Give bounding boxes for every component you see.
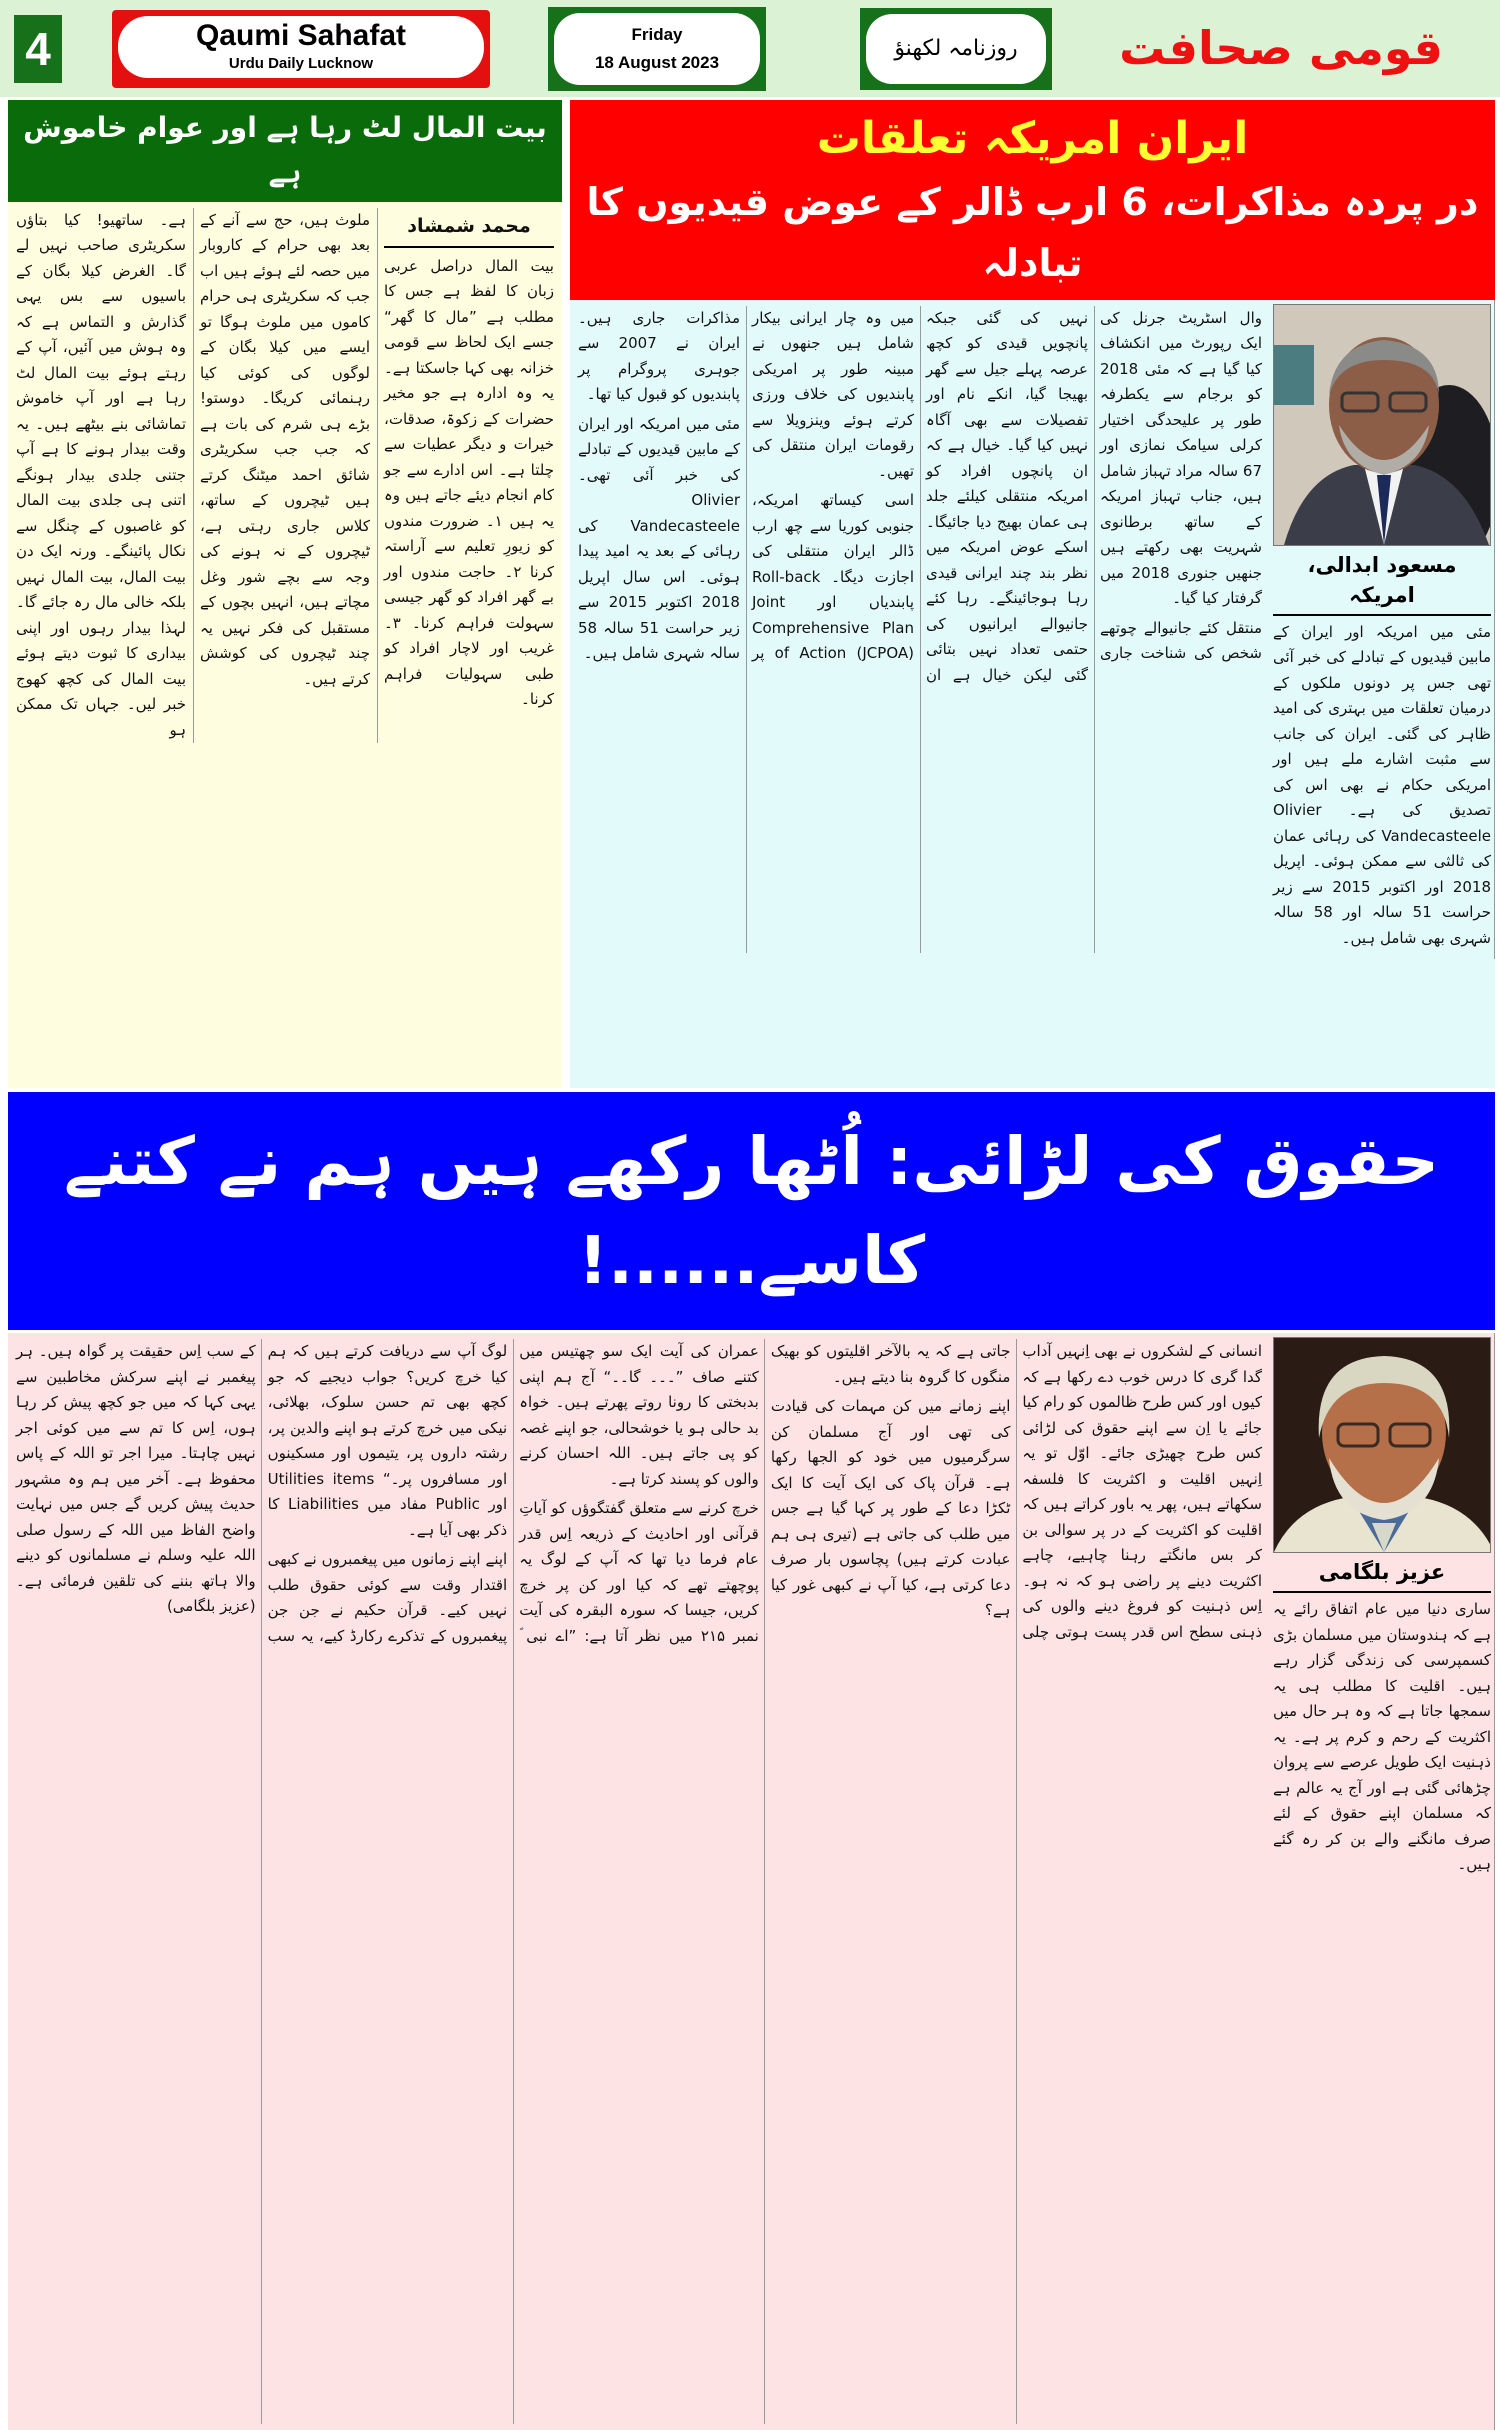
roznama-box	[860, 8, 1052, 90]
paragraph: انسانی کے لشکروں نے بھی اِنہیں آداب گدا گری کا درس خوب دے رکھا ہے کہ کیوں اور کس طرح ظالموں کو رام کیا جائے یا اِن سے اپنے حقوق کی لڑائی کس طرح چھیڑی جائے۔ اوّل تو یہ اِنہیں اقلیت و اکثریت کا فلسفہ سکھاتے ہیں، پھر یہ باور کراتے ہیں کہ اقلیت کو اکثریت کے در پر سوالی بن کر بس مانگتے رہنا چاہیے، چاہے اکثریت دینے پر راضی ہو کہ نہ ہو۔ اِس ذہنیت کو فروغ دینے والوں کی ذہنی سطح اس قدر پست ہوتی چلی جاتی ہے کہ یہ بالآخر اقلیتوں کو بھیک منگوں کا گروہ بنا دیتے ہیں۔	[770, 1342, 1262, 1641]
bottom-article-body	[8, 1333, 1270, 2430]
roznama-label: روزنامہ لکھنؤ	[866, 14, 1046, 84]
date-box	[548, 7, 766, 91]
right-article-headline-box	[570, 100, 1495, 300]
right-article-body	[570, 300, 1270, 960]
photo-caption: عزیز بلگامی	[1273, 1553, 1491, 1593]
right-article-headline: در پردہ مذاکرات، 6 ارب ڈالر کے عوض قیدیوں کا تبادلہ	[586, 180, 1479, 285]
paragraph: ساری دنیا میں عام اتفاق رائے یہ ہے کہ ہندوستان میں مسلمان بڑی کسمپرسی کی زندگی گزار رہے ہیں۔ اقلیت کا مطلب ہی یہ سمجھا جاتا ہے کہ وہ ہر حال میں اکثریت کے رحم و کرم پر ہے۔ یہ ذہنیت ایک طویل عرصے سے پروان چڑھائی گئی ہے اور آج یہ عالم ہے کہ مسلمان اپنے حقوق کے لئے صرف مانگنے والے بن کر رہ گئے ہیں۔	[1273, 1600, 1491, 1873]
right-article	[570, 100, 1495, 1088]
paragraph: منتقل کئے جانیوالے چوتھے شخص کی شناخت جاری نہیں کی گئی جبکہ پانچویں قیدی کو کچھ عرصہ پہلے جیل سے گھر بھیجا گیا، انکے نام اور تفصیلات سے بھی آگاہ نہیں کیا گیا۔ خیال ہے کہ ان پانچوں افراد کو امریکہ منتقلی کیلئے جلد ہی عمان بھیج دیا جائیگا۔ اسکے عوض امریکہ میں نظر بند چند ایرانی قیدی رہا ہوجائینگے۔ رہا کئے جانیوالے ایرانیوں کی حتمی تعداد نہیں بتائی گئی لیکن خیال ہے ان میں وہ چار ایرانی بیکار شامل ہیں جنھوں نے مبینہ طور پر امریکی پابندیوں کی خلاف ورزی کرتے ہوئے وینزویلا سے رقومات ایران منتقل کی تھیں۔	[752, 308, 1262, 684]
bottom-article	[8, 1333, 1495, 2430]
paragraph: خرچ کرنے سے متعلق گفتگوؤں کو آیاتِ قرآنی اور احادیث کے ذریعہ اِس قدر عام فرما دیا تھا کہ آپ کے لوگ یہ پوچھتے تھے کہ کیا اور کن پر خرچ کریں، جیسا کہ سورہ البقرہ کی آیت نمبر ۲۱۵ میں نظر آتا ہے: ”اے نبی ؐ لوگ آپ سے دریافت کرتے ہیں کہ ہم کیا خرچ کریں؟ جواب دیجیے کہ جو کچھ بھی تم حسن سلوک، بھلائی، نیکی میں خرچ کرتے ہو اپنے والدین پر، رشتہ داروں پر، یتیموں اور مسکینوں اور مسافروں پر۔“ Utilities items اور Public مفاد میں Liabilities کا ذکر بھی آیا ہے۔	[267, 1342, 759, 1645]
banner-headline: حقوق کی لڑائی: اُٹھا رکھے ہیں ہم نے کتنے کاسے......!	[8, 1092, 1495, 1330]
author-photo	[1273, 304, 1491, 546]
urdu-logo: قومی صحافت	[1119, 21, 1443, 76]
paragraph: اپنے اپنے زمانوں میں پیغمبروں نے کبھی اقتدار وقت سے کوئی حقوق طلب نہیں کیے۔ قرآن حکیم نے جن جن پیغمبروں کے تذکرے رکارڈ کیے، یہ سب کے سب اِس حقیقت پر گواہ ہیں۔ ہر پیغمبر نے اپنے سرکش مخاطبین سے یہی کہا کہ میں جو کچھ پیش کر رہا ہوں، اِس کا تم سے میں کوئی اجر نہیں چاہتا۔ میرا اجر تو اللہ کے پاس محفوظ ہے۔ آخر میں ہم وہ مشہور حدیث پیش کریں گے جس میں نہایت واضح الفاظ میں اللہ کے رسول صلی اللہ علیہ وسلم نے مسلمانوں کو دینے والا ہاتھ بننے کی تلقین فرمائی ہے۔ (عزیز بلگامی)	[16, 1342, 508, 1645]
english-title: Qaumi Sahafat	[195, 18, 407, 52]
paragraph: اپنے زمانے میں کن مہمات کی قیادت کی تھی اور آج مسلمان کن سرگرمیوں میں خود کو الجھا رکھا ہے۔ قرآن پاک کی ایک آیت کا ایک ٹکڑا دعا کے طور پر کہا گیا ہے جس میں طلب کی جاتی ہے (تیری ہی ہم عبادت کرتے ہیں) پچاسوں بار صرف دعا کرتی ہے، کیا آپ نے کبھی غور کیا ہے؟	[770, 1397, 1011, 1619]
paragraph: ملوث ہیں، حج سے آنے کے بعد بھی حرام کے کاروبار میں حصہ لئے ہوئے ہیں اب جب کہ سکریٹری ہی حرام کاموں میں ملوث ہوگا تو ایسے میں کیلا بگان کے لوگوں کی کوئی کیا رہنمائی کریگا۔ دوستو! بڑے ہی شرم کی بات ہے کہ جب جب سکریٹری شائق احمد میٹنگ کرتے ہیں ٹیچروں کے ساتھ، کلاس جاری رہتی ہے، ٹیچروں کے نہ ہونے کی وجہ سے بچے شور وغل مچاتے ہیں، انہیں بچوں کے مستقبل کی فکر نہیں یہ چند ٹیچروں کی کوشش کرتے ہیں۔	[200, 210, 370, 688]
paragraph: مئی میں امریکہ اور ایران کے مابین قیدیوں کے تبادلے کی خبر آئی تھی جس پر دونوں ملکوں کے درمیان تعلقات میں بہتری کی امید ظاہر کی گئی۔ ایران کی جانب سے مثبت اشارے ملے ہیں اور امریکی حکام نے بھی اس کی تصدیق کی ہے۔ Olivier Vandecasteele کی رہائی عمان کی ثالثی سے ممکن ہوئی۔ اپریل 2018 اور اکتوبر 2015 سے زیر حراست 51 سالہ اور 58 سالہ شہری بھی شامل ہیں۔	[1273, 622, 1491, 947]
photo-caption: مسعود ابدالی، امریکہ	[1273, 546, 1491, 616]
side-text	[1273, 1593, 1491, 1878]
photo-column	[1270, 300, 1495, 960]
byline: محمد شمشاد	[384, 208, 554, 248]
left-article	[8, 100, 562, 1088]
photo-column	[1270, 1333, 1495, 2430]
page-number: 4	[14, 15, 62, 83]
day: Friday	[631, 24, 683, 44]
kicker: ایران امریکہ تعلقات	[816, 113, 1249, 164]
paragraph: عمران کی آیت ایک سو چھتیس میں کتنے صاف ”۔۔۔ گا۔۔“ آج ہم اپنی بدبختی کا رونا روتے پھرتے ہیں۔ خواہ بد حالی ہو یا خوشحالی، جو اپنے غصہ کو پی جاتے ہیں۔ اللہ احسان کرنے والوں کو پسند کرتا ہے۔	[519, 1342, 759, 1488]
english-subtitle: Urdu Daily Lucknow	[228, 54, 374, 72]
side-text	[1273, 616, 1491, 952]
date: 18 August 2023	[594, 52, 720, 72]
masthead	[0, 0, 1500, 97]
left-article-headline: بیت المال لٹ رہا ہے اور عوام خاموش ہے	[8, 100, 562, 202]
left-article-body	[8, 202, 562, 750]
paragraph: بیت المال دراصل عربی زبان کا لفظ ہے جس کا مطلب ہے ”مال کا گھر“ جسے ایک لحاظ سے قومی خزانہ بھی کہا جاسکتا ہے۔ یہ وہ ادارہ ہے جو مخیر حضرات کے زکوۃ، صدقات، خیرات و دیگر عطیات سے چلتا ہے۔ اس ادارے سے جو کام انجام دیئے جاتے ہیں وہ یہ ہیں ۱۔ ضرورت مندوں کو زیورِ تعلیم سے آراستہ کرنا ۲۔ حاجت مندوں اور بے گھر افراد کو گھر جیسی سہولت فراہم کرنا۔ ۳۔ غریب اور لاچار افراد کو طبی سہولیات فراہم کرنا۔	[384, 256, 554, 709]
author-photo	[1273, 1337, 1491, 1553]
paragraph: وال اسٹریٹ جرنل کی ایک رپورٹ میں انکشاف کیا گیا ہے کہ مئی 2018 کو برجام سے یکطرفہ طور پر علیحدگی اختیار کرلی سیامک نمازی اور 67 سالہ مراد تہباز شامل ہیں، جناب تہباز امریکہ کے ساتھ برطانوی شہریت بھی رکھتے ہیں جنھیں جنوری 2018 میں گرفتار کیا گیا۔	[1100, 308, 1262, 608]
english-title-box	[112, 10, 490, 88]
paragraph: ہے۔ ساتھیو! کیا بتاؤں سکریٹری صاحب نہیں لے گا۔ الغرض کیلا بگان کے باسیوں سے بس یہی گذارش و التماس ہے کہ وہ ہوش میں آئیں، آپ کے رہتے ہوئے بیت المال لٹ رہا ہے اور آپ خاموش تماشائی بنے بیٹھے ہیں۔ یہ وقت بیدار ہونے کا ہے آپ جتنی جلدی بیدار ہونگے اتنی ہی جلدی بیت المال کو غاصبوں کے چنگل سے نکال پائینگے۔ ورنہ ایک دن بیت المال، بیت المال نہیں بلکہ خالی مال رہ جائے گا۔ لہذا بیدار رہوں اور اپنی بیداری کا ثبوت دیتے ہوئے بیت المال کی کچھ کھوج خبر لیں۔ جہاں تک ممکن ہو	[16, 210, 186, 739]
paragraph: مئی میں امریکہ اور ایران کے مابین قیدیوں کے تبادلے کی خبر آئی تھی۔ Olivier Vandecasteele کی رہائی کے بعد یہ امید پیدا ہوئی۔ اس سال اپریل 2018 اکتوبر 2015 سے زیر حراست 51 سالہ 58 سالہ شہری شامل ہیں۔	[578, 414, 740, 663]
paragraph: اسی کیساتھ امریکہ، جنوبی کوریا سے چھ ارب ڈالر ایران منتقلی کی اجازت دیگا۔ Roll-back پابندیاں اور Joint Comprehensive Plan of Action (JCPOA) پر مذاکرات جاری ہیں۔ ایران نے 2007 سے جوہری پروگرام پر پابندیوں کو قبول کیا تھا۔	[578, 308, 914, 663]
